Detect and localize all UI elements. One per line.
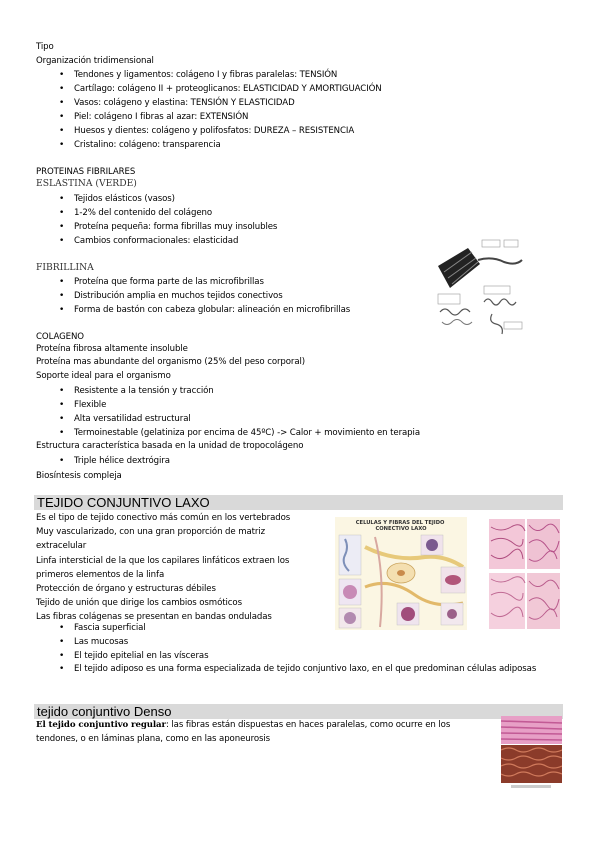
- fibril-structure-figure: [434, 236, 526, 336]
- list-item: • Triple hélice dextrógira: [36, 454, 170, 468]
- laxo-text: [36, 511, 326, 625]
- colageno-list-2: [36, 454, 170, 468]
- list-item: • Piel: colágeno I fibras al azar: EXTENSIÓN: [36, 110, 382, 124]
- organizacion-list: [36, 68, 382, 152]
- laxo-line: Tejido de unión que dirige los cambios osmóticos: [36, 598, 242, 609]
- list-item: • Fascia superficial: [36, 621, 554, 635]
- colageno-line: Proteína mas abundante del organismo (25% del peso corporal): [36, 357, 306, 367]
- list-item: • Huesos y dientes: colágeno y polifosfatos: DUREZA – RESISTENCIA: [36, 124, 382, 138]
- list-item: • El tejido adiposo es una forma especializada de tejido conjuntivo laxo, en el que predominan células adiposas: [36, 663, 554, 676]
- laxo-line: Las fibras colágenas se presentan en bandas onduladas: [36, 612, 272, 623]
- denso-term: El tejido conjuntivo regular: [36, 720, 166, 730]
- list-item: • El tejido epitelial en las vísceras: [36, 649, 554, 663]
- list-item: • Forma de bastón con cabeza globular: alineación en microfibrillas: [36, 303, 350, 317]
- list-item: • Tejidos elásticos (vasos): [36, 192, 277, 206]
- heading-colageno: COLAGENO: [36, 332, 84, 342]
- colageno-line: Soporte ideal para el organismo: [36, 371, 171, 381]
- heading-organizacion: Organización tridimensional: [36, 56, 154, 66]
- colageno-line: Proteína fibrosa altamente insoluble: [36, 344, 188, 354]
- list-item: • Cambios conformacionales: elasticidad: [36, 234, 277, 248]
- laxo-line: extracelular: [36, 541, 87, 552]
- list-item: • Termoinestable (gelatiniza por encima de 45ºC) -> Calor + movimiento en terapia: [36, 426, 420, 440]
- heading-tipo: Tipo: [36, 42, 54, 52]
- loose-tissue-figure: [335, 517, 467, 630]
- list-item: • Tendones y ligamentos: colágeno I y fibras paralelas: TENSIÓN: [36, 68, 382, 82]
- heading-elastina: ESLASTINA (VERDE): [36, 178, 137, 189]
- laxo-line: primeros elementos de la linfa: [36, 569, 165, 580]
- colageno-list: [36, 384, 420, 440]
- elastina-list: [36, 192, 277, 248]
- list-item: • Proteína que forma parte de las microfibrillas: [36, 275, 350, 289]
- laxo-list: [36, 621, 554, 676]
- list-item: • Distribución amplia en muchos tejidos conectivos: [36, 289, 350, 303]
- laxo-line: Protección de órgano y estructuras débiles: [36, 584, 216, 595]
- histology-micrographs-figure: [487, 517, 562, 632]
- list-item: • 1-2% del contenido del colágeno: [36, 206, 277, 220]
- fibrillina-list: [36, 275, 350, 317]
- laxo-line: Es el tipo de tejido conectivo más común en los vertebrados: [36, 513, 291, 523]
- colageno-line: Biosíntesis compleja: [36, 471, 122, 481]
- list-item: • Vasos: colágeno y elastina: TENSIÓN Y ELASTICIDAD: [36, 96, 382, 110]
- list-item: • Alta versatilidad estructural: [36, 412, 420, 426]
- heading-fibrillina: FIBRILLINA: [36, 262, 94, 273]
- heading-proteinas-fibrilares: PROTEINAS FIBRILARES: [36, 167, 136, 177]
- dense-tissue-micrograph: [501, 716, 562, 790]
- laxo-line: Linfa intersticial de la que los capilares linfáticos extraen los: [36, 555, 290, 566]
- list-item: • Resistente a la tensión y tracción: [36, 384, 420, 398]
- colageno-line: Estructura característica basada en la unidad de tropocolágeno: [36, 441, 304, 451]
- denso-paragraph: [36, 719, 476, 746]
- list-item: • Cartílago: colágeno II + proteoglicanos: ELASTICIDAD Y AMORTIGUACIÓN: [36, 82, 382, 96]
- list-item: • Flexible: [36, 398, 420, 412]
- laxo-line: Muy vascularizado, con una gran proporción de matriz: [36, 527, 266, 538]
- list-item: • Proteína pequeña: forma fibrillas muy insolubles: [36, 220, 277, 234]
- list-item: • Cristalino: colágeno: transparencia: [36, 138, 382, 152]
- list-item: • Las mucosas: [36, 635, 554, 649]
- figure-title: CELULAS Y FIBRAS DEL TEJIDO CONECTIVO LAXO: [355, 520, 445, 532]
- denso-text: : las fibras están dispuestas en haces paralelas, como ocurre en los tendones, o en láminas plana, como en las aponeurosis: [36, 720, 451, 744]
- section-banner-denso: tejido conjuntivo Denso: [34, 704, 563, 719]
- section-banner-laxo: TEJIDO CONJUNTIVO LAXO: [34, 495, 563, 510]
